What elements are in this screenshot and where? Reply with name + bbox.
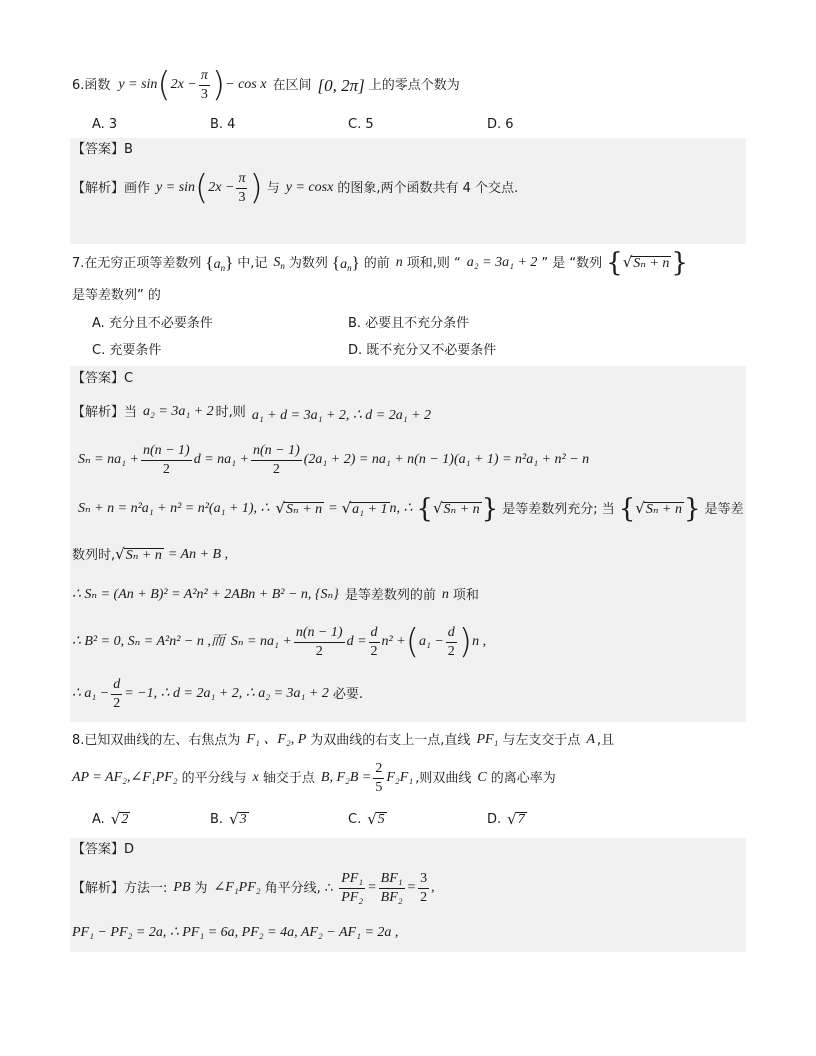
q6-stem bbox=[72, 65, 460, 105]
q6-pi-over-3: $\frac{\pi}{3}$ bbox=[200, 68, 208, 102]
q7-analysis-line7: ∴ a₁ − $\frac{d}{2}$ = −1, ∴ d = 2a₁ + 2, ∴ a₂ = 3a₁ + 2 必要. bbox=[72, 677, 363, 711]
q8-analysis-line1: 【解析】 方法一: PB 为 ∠F₁PF₂ 角平分线, ∴ $\frac{\text{PF₁}}{\text{PF₂}}$ = $\frac{\text{BF₁}}{\text{BF₂}}$ = $\frac{3}{2}$ , bbox=[72, 871, 435, 905]
q6-option-a: A. 3 bbox=[92, 117, 118, 132]
q7-analysis-line5: ∴ Sₙ = (An + B)² = A²n² + 2ABn + B² − n, {Sₙ} 是等差数列的前 n 项和 bbox=[72, 587, 479, 603]
q7-option-b: B. 必要且不充分条件 bbox=[348, 316, 470, 331]
q7-stem-line1: 7.在无穷正项等差数列 $\{a_n\}$ 中,记 $S_n$ 为数列 $\{a_n\}$ 的前 n 项和,则 “ a₂ = 3a₁ + 2 ” 是 “数列 { √Sₙ + n } bbox=[72, 248, 688, 278]
q8-option-c: C. √ 5 bbox=[348, 810, 385, 828]
q8-option-d: D. √ 7 bbox=[487, 810, 525, 828]
q8-stem-line2: AP = AF₂,∠F₁PF₂ 的平分线与 x 轴交于点 B, F₂B = $\frac{2}{5}$ F₂F₁ ,则双曲线 C 的离心率为 bbox=[72, 761, 556, 795]
q7-option-d: D. 既不充分又不必要条件 bbox=[348, 343, 497, 358]
q6-option-d: D. 6 bbox=[487, 117, 514, 132]
q6-fn: y = sin bbox=[118, 77, 158, 92]
q6-option-c: C. 5 bbox=[348, 117, 374, 132]
q6-analysis: 【解析】 画作 y = sin ( 2x − $\frac{\pi}{3}$ ) 与 y = cosx 的图象,两个函数共有 4 个交点. bbox=[72, 168, 519, 208]
q8-answer: 【答案】D bbox=[72, 842, 135, 857]
q6-prefix: 6.函数 bbox=[72, 77, 111, 93]
q6-paren-open: ( bbox=[157, 65, 171, 105]
q8-option-b: B. √ 3 bbox=[210, 810, 247, 828]
q7-analysis-line2: Sₙ = na₁ + $\frac{n(n - 1)}{2}$ d = na₁ + $\frac{n(n - 1)}{2}$ (2a₁ + 2) = na₁ + n(n − 1)(a₁ + 1) = n²a₁ + n² − n bbox=[78, 443, 590, 477]
q6-option-b: B. 4 bbox=[210, 117, 236, 132]
q6-arg: 2x − bbox=[170, 77, 197, 92]
q7-analysis-line3: Sₙ + n = n²a₁ + n² = n²(a₁ + 1), ∴ √Sₙ + n = √a₁ + 1 n, ∴ { √Sₙ + n } 是等差数列充分; 当 { √Sₙ + n } 是等差 bbox=[78, 494, 744, 524]
q7-analysis-line4: 数列时, √Sₙ + n = An + B , bbox=[72, 545, 229, 563]
q6-answer: 【答案】B bbox=[72, 142, 133, 157]
q8-stem-line1: 8.已知双曲线的左、右焦点为 F₁ 、F₂, P 为双曲线的右支上一点,直线 PF₁ 与左支交于点 A ,且 bbox=[72, 732, 615, 748]
q6-interval: [0, 2π] bbox=[317, 75, 365, 95]
q6-suffix: 上的零点个数为 bbox=[368, 77, 460, 93]
q7-analysis-line6: ∴ B² = 0, Sₙ = A²n² − n ,而 Sₙ = na₁ + $\frac{n(n - 1)}{2}$ d = $\frac{d}{2}$ n² + ( a₁ − $\frac{d}{2}$ ) n , bbox=[72, 622, 487, 662]
q6-paren-close: ) bbox=[211, 65, 226, 105]
q7-option-c: C. 充要条件 bbox=[92, 343, 162, 358]
q7-answer: 【答案】C bbox=[72, 371, 134, 386]
q7-stem-line2: 是等差数列” 的 bbox=[72, 288, 161, 303]
q7-analysis-line1: 【解析】 当 a₂ = 3a₁ + 2 时,则 a₁ + d = 3a₁ + 2, ∴ d = 2a₁ + 2 bbox=[72, 404, 432, 423]
q7-option-a: A. 充分且不必要条件 bbox=[92, 316, 213, 331]
q6-cos: − cos x bbox=[225, 77, 267, 92]
q8-option-a: A. √ 2 bbox=[92, 810, 129, 828]
q6-mid: 在区间 bbox=[272, 77, 312, 93]
q8-analysis-line2: PF₁ − PF₂ = 2a, ∴ PF₁ = 6a, PF₂ = 4a, AF₂ − AF₁ = 2a , bbox=[72, 925, 399, 940]
